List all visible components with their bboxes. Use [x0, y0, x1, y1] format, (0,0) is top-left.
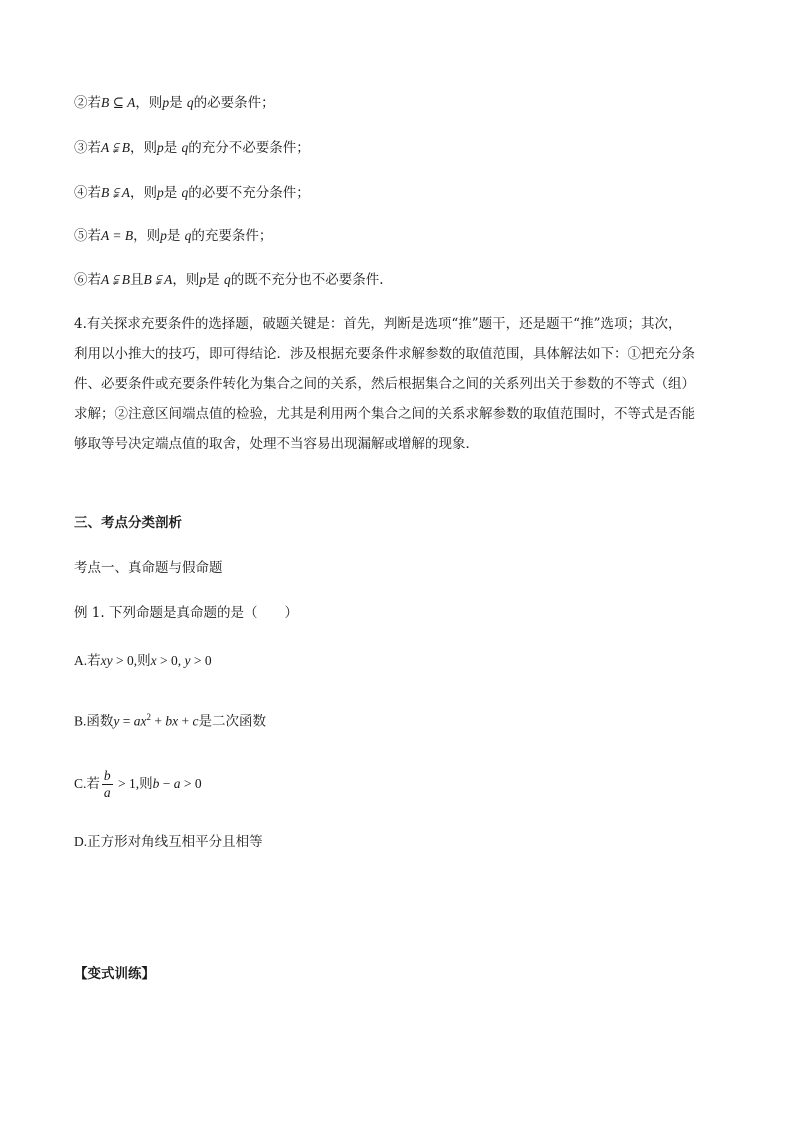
condition-item-2: ②若B ⊆ A，则p是 q的必要条件； [74, 95, 275, 111]
math-expression: B ⊆ A [101, 95, 136, 110]
math-expression: A ⫋ B [101, 140, 130, 155]
example-stem: 例 1. 下列命题是真命题的是（ ） [74, 605, 298, 621]
condition-item-5: ⑤若A = B，则p是 q的充要条件； [74, 228, 273, 244]
option-c: C.若 $\frac{b}{a}$ > 1,则b − a > 0 [74, 768, 202, 800]
condition-item-4: ④若B ⫋ A，则p是 q的必要不充分条件； [74, 185, 310, 201]
math-expression: A = B [101, 228, 134, 243]
topic-title: 考点一、真命题与假命题 [74, 560, 223, 576]
math-expression: B ⫋ A [143, 272, 173, 287]
fraction: $\frac{b}{a}$ [103, 768, 111, 800]
math-expression: B ⫋ A [101, 185, 130, 200]
note-4-paragraph: 4.有关探求充要条件的选择题，破题关键是：首先，判断是选项“推”题干，还是题干“推”选项；其次， 利用以小推大的技巧，即可得结论．涉及根据充要条件求解参数的取值范围，具体解法如下：①把充分条 件、必要条件或充要条件转化为集合之间的关系，然后根据集合之间的关系列出关于参数的不等式（组） 求解；②注意区间端点值的检验，尤其是利用两个集合之间的关系求解参数的取值范围时，不等式是否能 够取等号决定端点值的取舍，处理不当容易出现漏解或增解的现象． [74, 316, 695, 452]
variant-training-heading: 【变式训练】 [74, 966, 155, 982]
math-expression: A ⫋ B [101, 272, 130, 287]
option-b: B.函数$y = ax^2$ + bx + c是二次函数 [74, 712, 267, 730]
condition-item-6: ⑥若A ⫋ B且B ⫋ A，则p是 q的既不充分也不必要条件. [74, 272, 384, 288]
section-title: 三、考点分类剖析 [74, 515, 182, 531]
condition-item-3: ③若A ⫋ B，则p是 q的充分不必要条件； [74, 140, 310, 156]
option-d: D.正方形对角线互相平分且相等 [74, 834, 263, 850]
option-a: A.若xy > 0,则x > 0, y > 0 [74, 653, 212, 669]
